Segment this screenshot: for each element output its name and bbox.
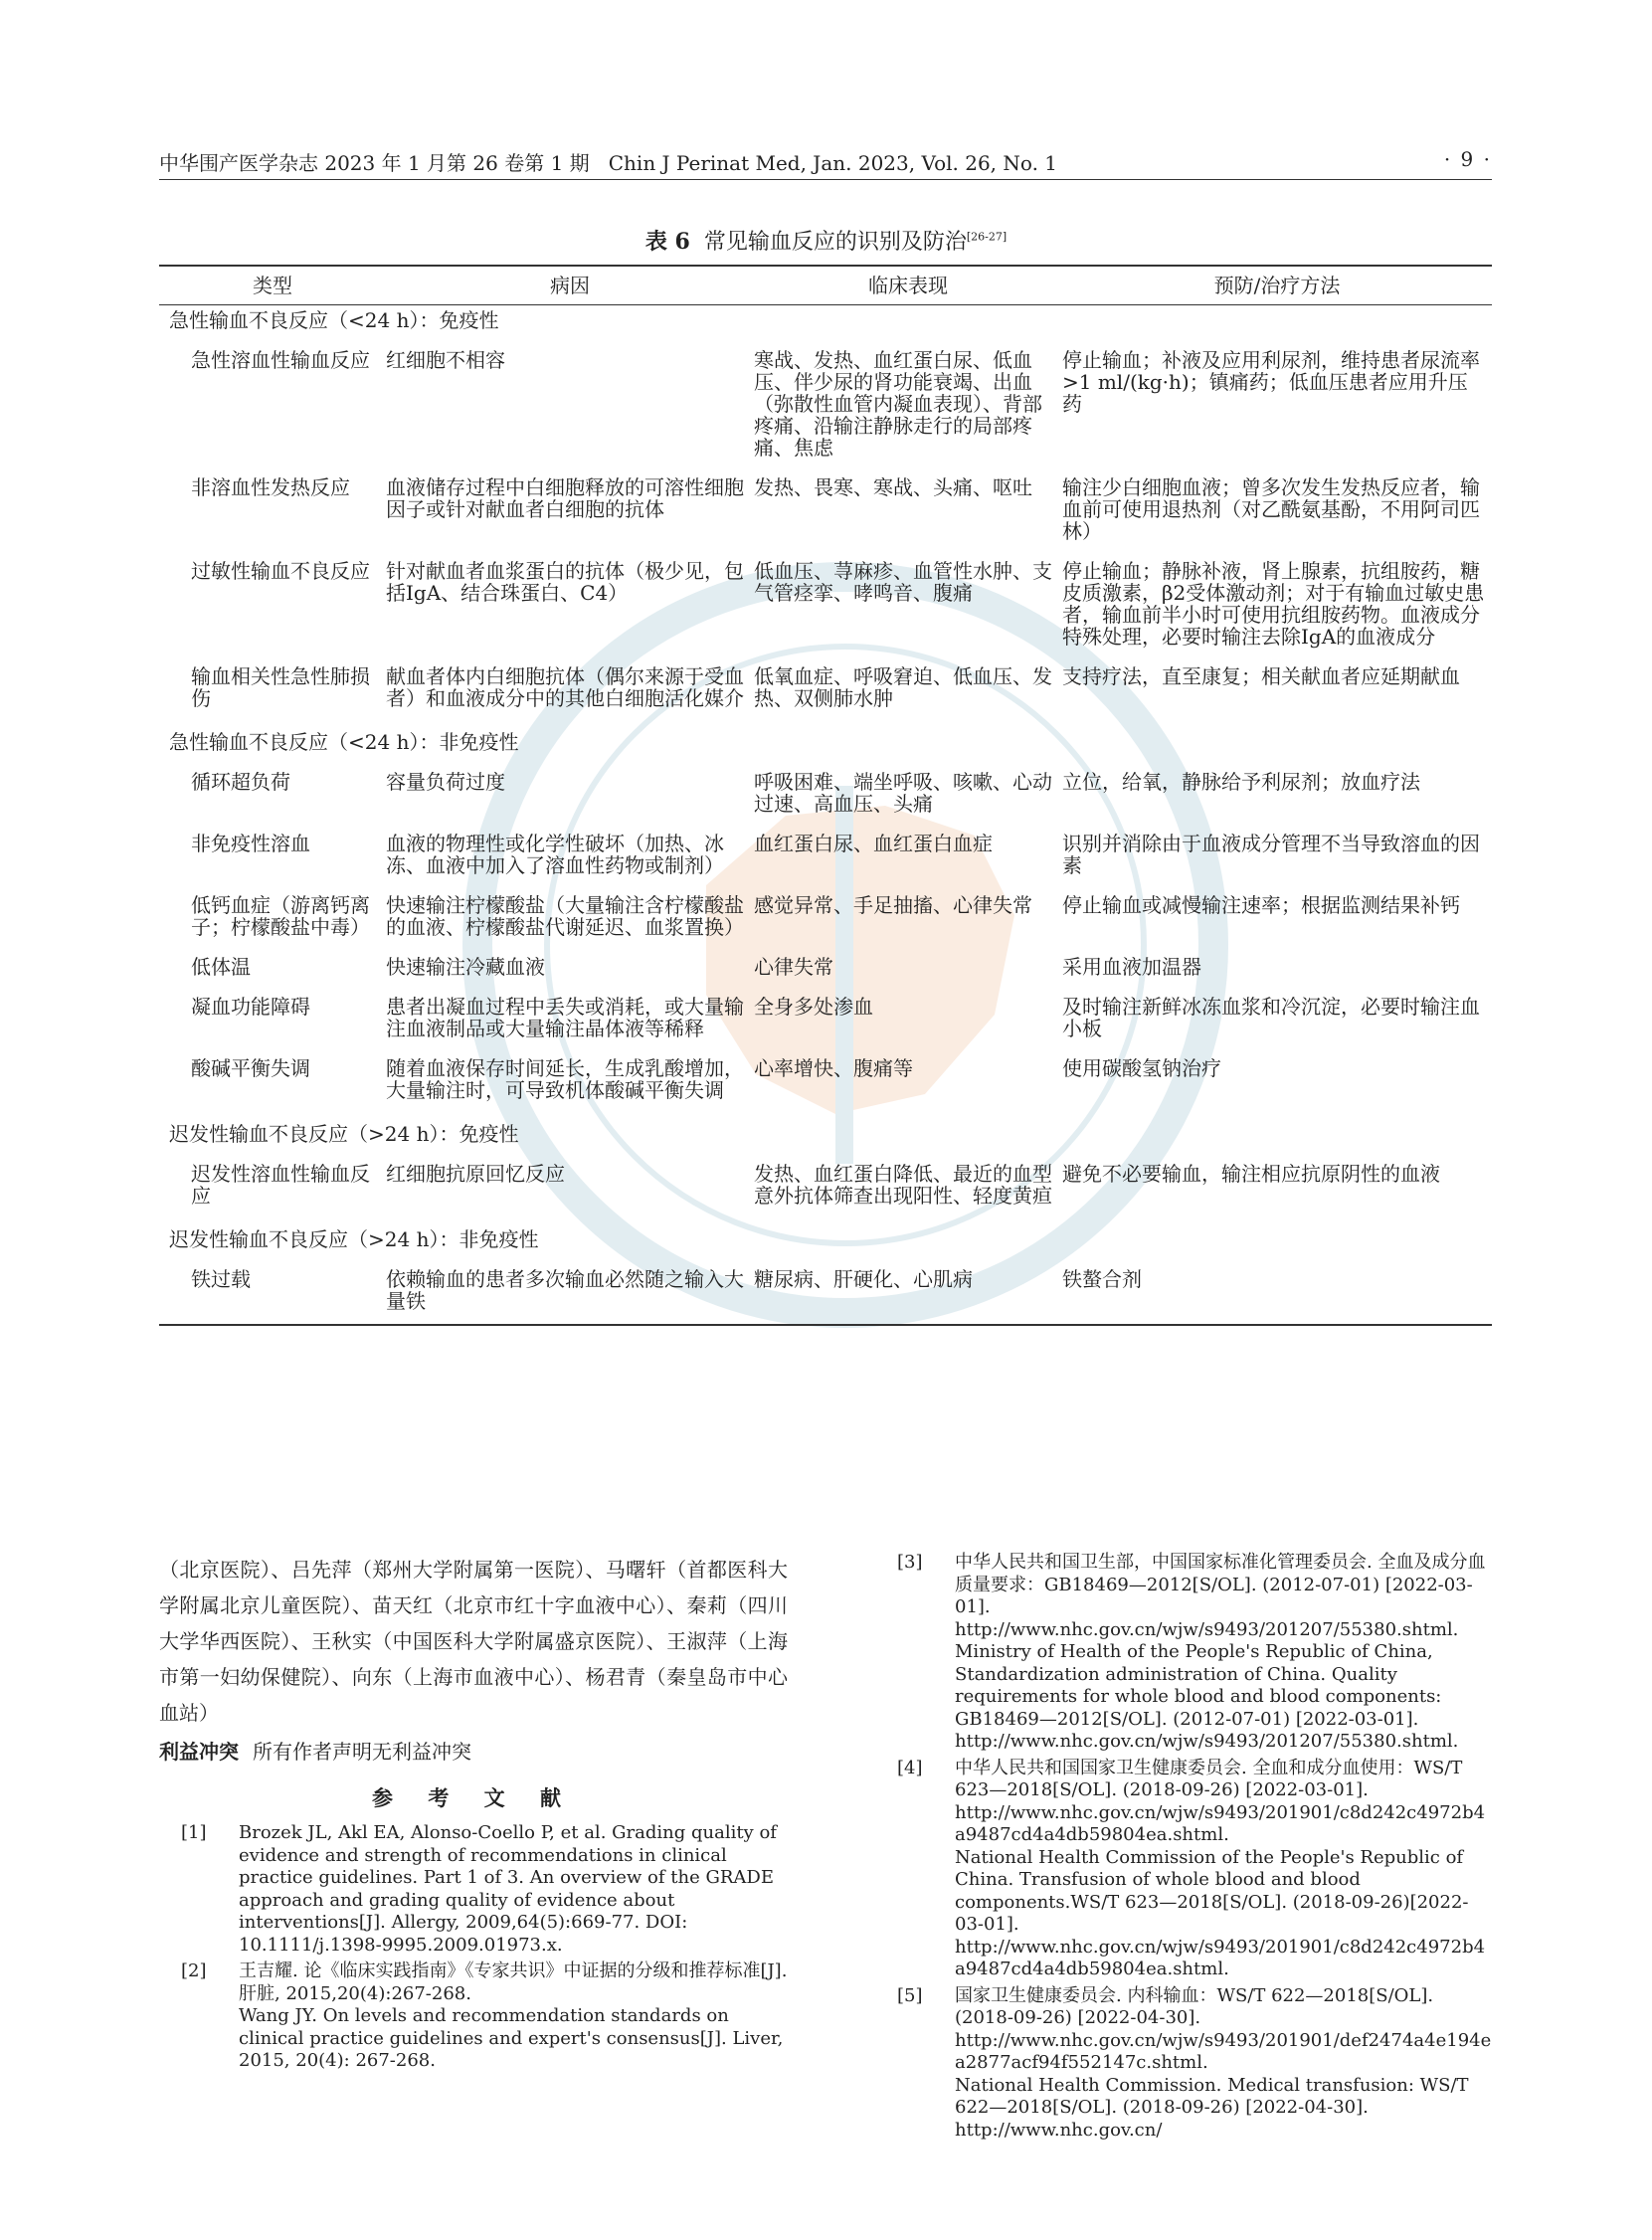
table-row: [159, 894, 1492, 956]
reference-list-right: [875, 1552, 1492, 2142]
cause-cell: 快速输注柠檬酸盐（大量输注含柠檬酸盐的血液、柠檬酸盐代谢延迟、血浆置换）: [386, 893, 744, 939]
category-label: 急性输血不良反应（<24 h）：非免疫性: [169, 730, 519, 754]
coi-text: 所有作者声明无利益冲突: [253, 1740, 471, 1764]
treatment-cell: 采用血液加温器: [1062, 955, 1201, 979]
conflict-of-interest: [159, 1735, 788, 1769]
col-header-type: 类型: [159, 266, 386, 305]
symptoms-cell: 发热、血红蛋白降低、最近的血型意外抗体筛查出现阳性、轻度黄疸: [754, 1162, 1052, 1208]
table-category-row: [159, 305, 1492, 350]
right-column: [875, 1552, 1492, 2146]
symptoms-cell: 心律失常: [754, 955, 833, 979]
reference-text: 王吉耀. 论《临床实践指南》《专家共识》中证据的分级和推荐标准[J]. 肝脏, 2015,20(4):267-268.: [239, 1960, 788, 2004]
symptoms-cell: 全身多处渗血: [754, 995, 873, 1019]
page-number: · 9 ·: [1443, 147, 1492, 171]
treatment-cell: 避免不必要输血，输注相应抗原阴性的血液: [1062, 1162, 1440, 1186]
symptoms-cell: 低血压、荨麻疹、血管性水肿、支气管痉挛、哮鸣音、腹痛: [754, 559, 1052, 605]
table-row: [159, 996, 1492, 1057]
category-label: 迟发性输血不良反应（>24 h）：免疫性: [169, 1122, 519, 1146]
treatment-cell: 停止输血；静脉补液，肾上腺素，抗组胺药，糖皮质激素，β2受体激动剂；对于有输血过敏史患者，输血前半小时可使用抗组胺药物。血液成分特殊处理，必要时输注去除IgA的血液成分: [1062, 559, 1485, 649]
table-title: 常见输血反应的识别及防治: [703, 230, 967, 255]
table-row: [159, 771, 1492, 833]
table-body: [159, 305, 1492, 1326]
header-rule: [159, 179, 1492, 180]
reference-number: [3]: [897, 1552, 923, 1573]
reference-item: [875, 1985, 1492, 2143]
treatment-cell: 铁螯合剂: [1062, 1268, 1492, 1325]
treatment-cell: 输注少白细胞血液；曾多次发生发热反应者，输血前可使用退热剂（对乙酰氨基酚，不用阿司匹林）: [1062, 475, 1480, 543]
journal-citation: 中华围产医学杂志 2023 年 1 月第 26 卷第 1 期 Chin J Perinat Med, Jan. 2023, Vol. 26, No. 1: [159, 151, 1058, 175]
reference-text: 中华人民共和国卫生部，中国国家标准化管理委员会. 全血及成分血质量要求：GB18469—2012[S/OL]. (2012-07-01) [2022-03-01]. http://www.nhc.gov.cn/wjw/s9493/201207/55380.shtml.: [955, 1552, 1486, 1640]
symptoms-cell: 发热、畏寒、寒战、头痛、呕吐: [754, 475, 1032, 499]
reference-text-translation: Wang JY. On levels and recommendation standards on clinical practice guidelines and expert's consensus[J]. Liver, 2015, 20(4): 267-268.: [239, 2005, 784, 2071]
table-category-row: [159, 1119, 1492, 1163]
treatment-cell: 停止输血；补液及应用利尿剂，维持患者尿流率>1 ml/(kg·h)；镇痛药；低血压患者应用升压药: [1062, 348, 1480, 416]
reference-number: [4]: [897, 1757, 923, 1778]
symptoms-cell: 呼吸困难、端坐呼吸、咳嗽、心动过速、高血压、头痛: [754, 770, 1052, 816]
table-row: [159, 560, 1492, 665]
transfusion-reaction-table: [159, 265, 1492, 1326]
cause-cell: 依赖输血的患者多次输血必然随之输入大量铁: [386, 1268, 754, 1325]
reference-item: [159, 1822, 788, 1957]
table-header-row: [159, 266, 1492, 305]
symptoms-cell: 低氧血症、呼吸窘迫、低血压、发热、双侧肺水肿: [754, 664, 1052, 710]
reference-number: [2]: [181, 1960, 207, 1981]
reference-number: [1]: [181, 1822, 207, 1843]
reference-text: 中华人民共和国国家卫生健康委员会. 全血和成分血使用：WS/T 623—2018[S/OL]. (2018-09-26) [2022-03-01]. http://www.nhc.gov.cn/wjw/s9493/201901/c8d242c4972b4a9487cd4a4db59804ea.shtml.: [955, 1757, 1486, 1845]
table-category-row: [159, 1224, 1492, 1268]
symptoms-cell: 心率增快、腹痛等: [754, 1056, 913, 1080]
category-label: 急性输血不良反应（<24 h）：免疫性: [169, 308, 499, 332]
symptoms-cell: 血红蛋白尿、血红蛋白血症: [754, 832, 993, 855]
table-row: [159, 1268, 1492, 1325]
reaction-type-cell: 非免疫性溶血: [191, 832, 310, 855]
reference-item: [875, 1758, 1492, 1981]
cause-cell: 红细胞不相容: [386, 348, 505, 372]
table-label: 表 6: [644, 229, 690, 255]
coi-label: 利益冲突: [159, 1740, 239, 1764]
col-header-symptoms: 临床表现: [754, 266, 1062, 305]
table-row: [159, 349, 1492, 476]
reaction-type-cell: 急性溶血性输血反应: [191, 348, 370, 372]
reference-text: 国家卫生健康委员会. 内科输血：WS/T 622—2018[S/OL]. (2018-09-26) [2022-04-30]. http://www.nhc.gov.cn/wjw/s9493/201901/def2474a4e194ea2877acf94f552147c.shtml.: [955, 1984, 1492, 2073]
reaction-type-cell: 低钙血症（游离钙离子；柠檬酸盐中毒）: [191, 893, 370, 939]
table-row: [159, 1163, 1492, 1224]
reaction-type-cell: 凝血功能障碍: [191, 995, 310, 1019]
reference-text-translation: National Health Commission of the People's Republic of China. Transfusion of whole blood and blood components.WS/T 623—2018[S/OL]. (2018-09-26)[2022-03-01]. http://www.nhc.gov.cn/wjw/s9493/201901/c8d242c4972b4a9487cd4a4db59804ea.shtml.: [955, 1846, 1486, 1979]
table-row: [159, 956, 1492, 996]
cause-cell: 快速输注冷藏血液: [386, 955, 545, 979]
treatment-cell: 及时输注新鲜冰冻血浆和冷沉淀，必要时输注血小板: [1062, 995, 1480, 1040]
cause-cell: 血液储存过程中白细胞释放的可溶性细胞因子或针对献血者白细胞的抗体: [386, 475, 744, 521]
table-row: [159, 665, 1492, 727]
symptoms-cell: 寒战、发热、血红蛋白尿、低血压、伴少尿的肾功能衰竭、出血（弥散性血管内凝血表现）、背部疼痛、沿输注静脉走行的局部疼痛、焦虑: [754, 348, 1042, 460]
acknowledgment-text: （北京医院）、吕先萍（郑州大学附属第一医院）、马曙轩（首都医科大学附属北京儿童医院）、苗天红（北京市红十字血液中心）、秦莉（四川大学华西医院）、王秋实（中国医科大学附属盛京医院）、王淑萍（上海市第一妇幼保健院）、向东（上海市血液中心）、杨君青（秦皇岛市中心血站）: [159, 1558, 788, 1725]
reference-number: [5]: [897, 1984, 923, 2006]
table-row: [159, 476, 1492, 560]
table-category-row: [159, 727, 1492, 771]
cause-cell: 红细胞抗原回忆反应: [386, 1162, 565, 1186]
table-caption: [0, 225, 1652, 256]
left-column: [159, 1552, 788, 2077]
table-row: [159, 1057, 1492, 1119]
treatment-cell: 识别并消除由于血液成分管理不当导致溶血的因素: [1062, 832, 1480, 877]
reference-text-translation: Ministry of Health of the People's Republic of China, Standardization administration of China. Quality requirements for whole blood and blood components: GB18469—2012[S/OL]. (2012-07-01) [2022-03-01]. http://www.nhc.gov.cn/wjw/s9493/201207/55380.shtml.: [955, 1641, 1459, 1752]
reference-text: Brozek JL, Akl EA, Alonso-Coello P, et al. Grading quality of evidence and strength of recommendations in clinical practice guidelines. Part 1 of 3. An overview of the GRADE approach and grading quality of evidence about interventions[J]. Allergy, 2009,64(5):669-77. DOI: 10.1111/j.1398-9995.2009.01973.x.: [239, 1822, 777, 1956]
cause-cell: 随着血液保存时间延长，生成乳酸增加，大量输注时，可导致机体酸碱平衡失调: [386, 1056, 744, 1102]
treatment-cell: 使用碳酸氢钠治疗: [1062, 1056, 1221, 1080]
cause-cell: 献血者体内白细胞抗体（偶尔来源于受血者）和血液成分中的其他白细胞活化媒介: [386, 664, 744, 710]
reaction-type-cell: 过敏性输血不良反应: [191, 559, 370, 583]
reaction-type-cell: 循环超负荷: [191, 770, 290, 794]
reaction-type-cell: 铁过载: [159, 1268, 386, 1325]
col-header-cause: 病因: [386, 266, 754, 305]
category-label: 迟发性输血不良反应（>24 h）：非免疫性: [169, 1227, 539, 1251]
table-row: [159, 833, 1492, 894]
col-header-treatment: 预防/治疗方法: [1062, 266, 1492, 305]
running-header: [159, 147, 1492, 177]
cause-cell: 患者出凝血过程中丢失或消耗，或大量输注血液制品或大量输注晶体液等稀释: [386, 995, 744, 1040]
reaction-type-cell: 非溶血性发热反应: [191, 475, 350, 499]
reaction-type-cell: 酸碱平衡失调: [191, 1056, 310, 1080]
reference-text-translation: National Health Commission. Medical transfusion: WS/T 622—2018[S/OL]. (2018-09-26) [2022-04-30]. http://www.nhc.gov.cn/: [955, 2074, 1469, 2141]
cause-cell: 针对献血者血浆蛋白的抗体（极少见，包括IgA、结合珠蛋白、C4）: [386, 559, 744, 605]
reference-item: [159, 1960, 788, 2073]
cause-cell: 血液的物理性或化学性破坏（加热、冰冻、血液中加入了溶血性药物或制剂）: [386, 832, 724, 877]
reaction-type-cell: 低体温: [191, 955, 251, 979]
references-heading: 参 考 文 献: [372, 1785, 575, 1810]
reaction-type-cell: 输血相关性急性肺损伤: [191, 664, 370, 710]
symptoms-cell: 糖尿病、肝硬化、心肌病: [754, 1268, 1062, 1325]
symptoms-cell: 感觉异常、手足抽搐、心律失常: [754, 893, 1032, 917]
treatment-cell: 支持疗法，直至康复；相关献血者应延期献血: [1062, 664, 1460, 688]
reference-item: [875, 1552, 1492, 1754]
treatment-cell: 停止输血或减慢输注速率；根据监测结果补钙: [1062, 893, 1460, 917]
reference-list-left: [159, 1822, 788, 2073]
treatment-cell: 立位，给氧，静脉给予利尿剂；放血疗法: [1062, 770, 1420, 794]
reaction-type-cell: 迟发性溶血性输血反应: [191, 1162, 370, 1208]
cause-cell: 容量负荷过度: [386, 770, 505, 794]
table-title-ref: [26-27]: [966, 230, 1008, 244]
